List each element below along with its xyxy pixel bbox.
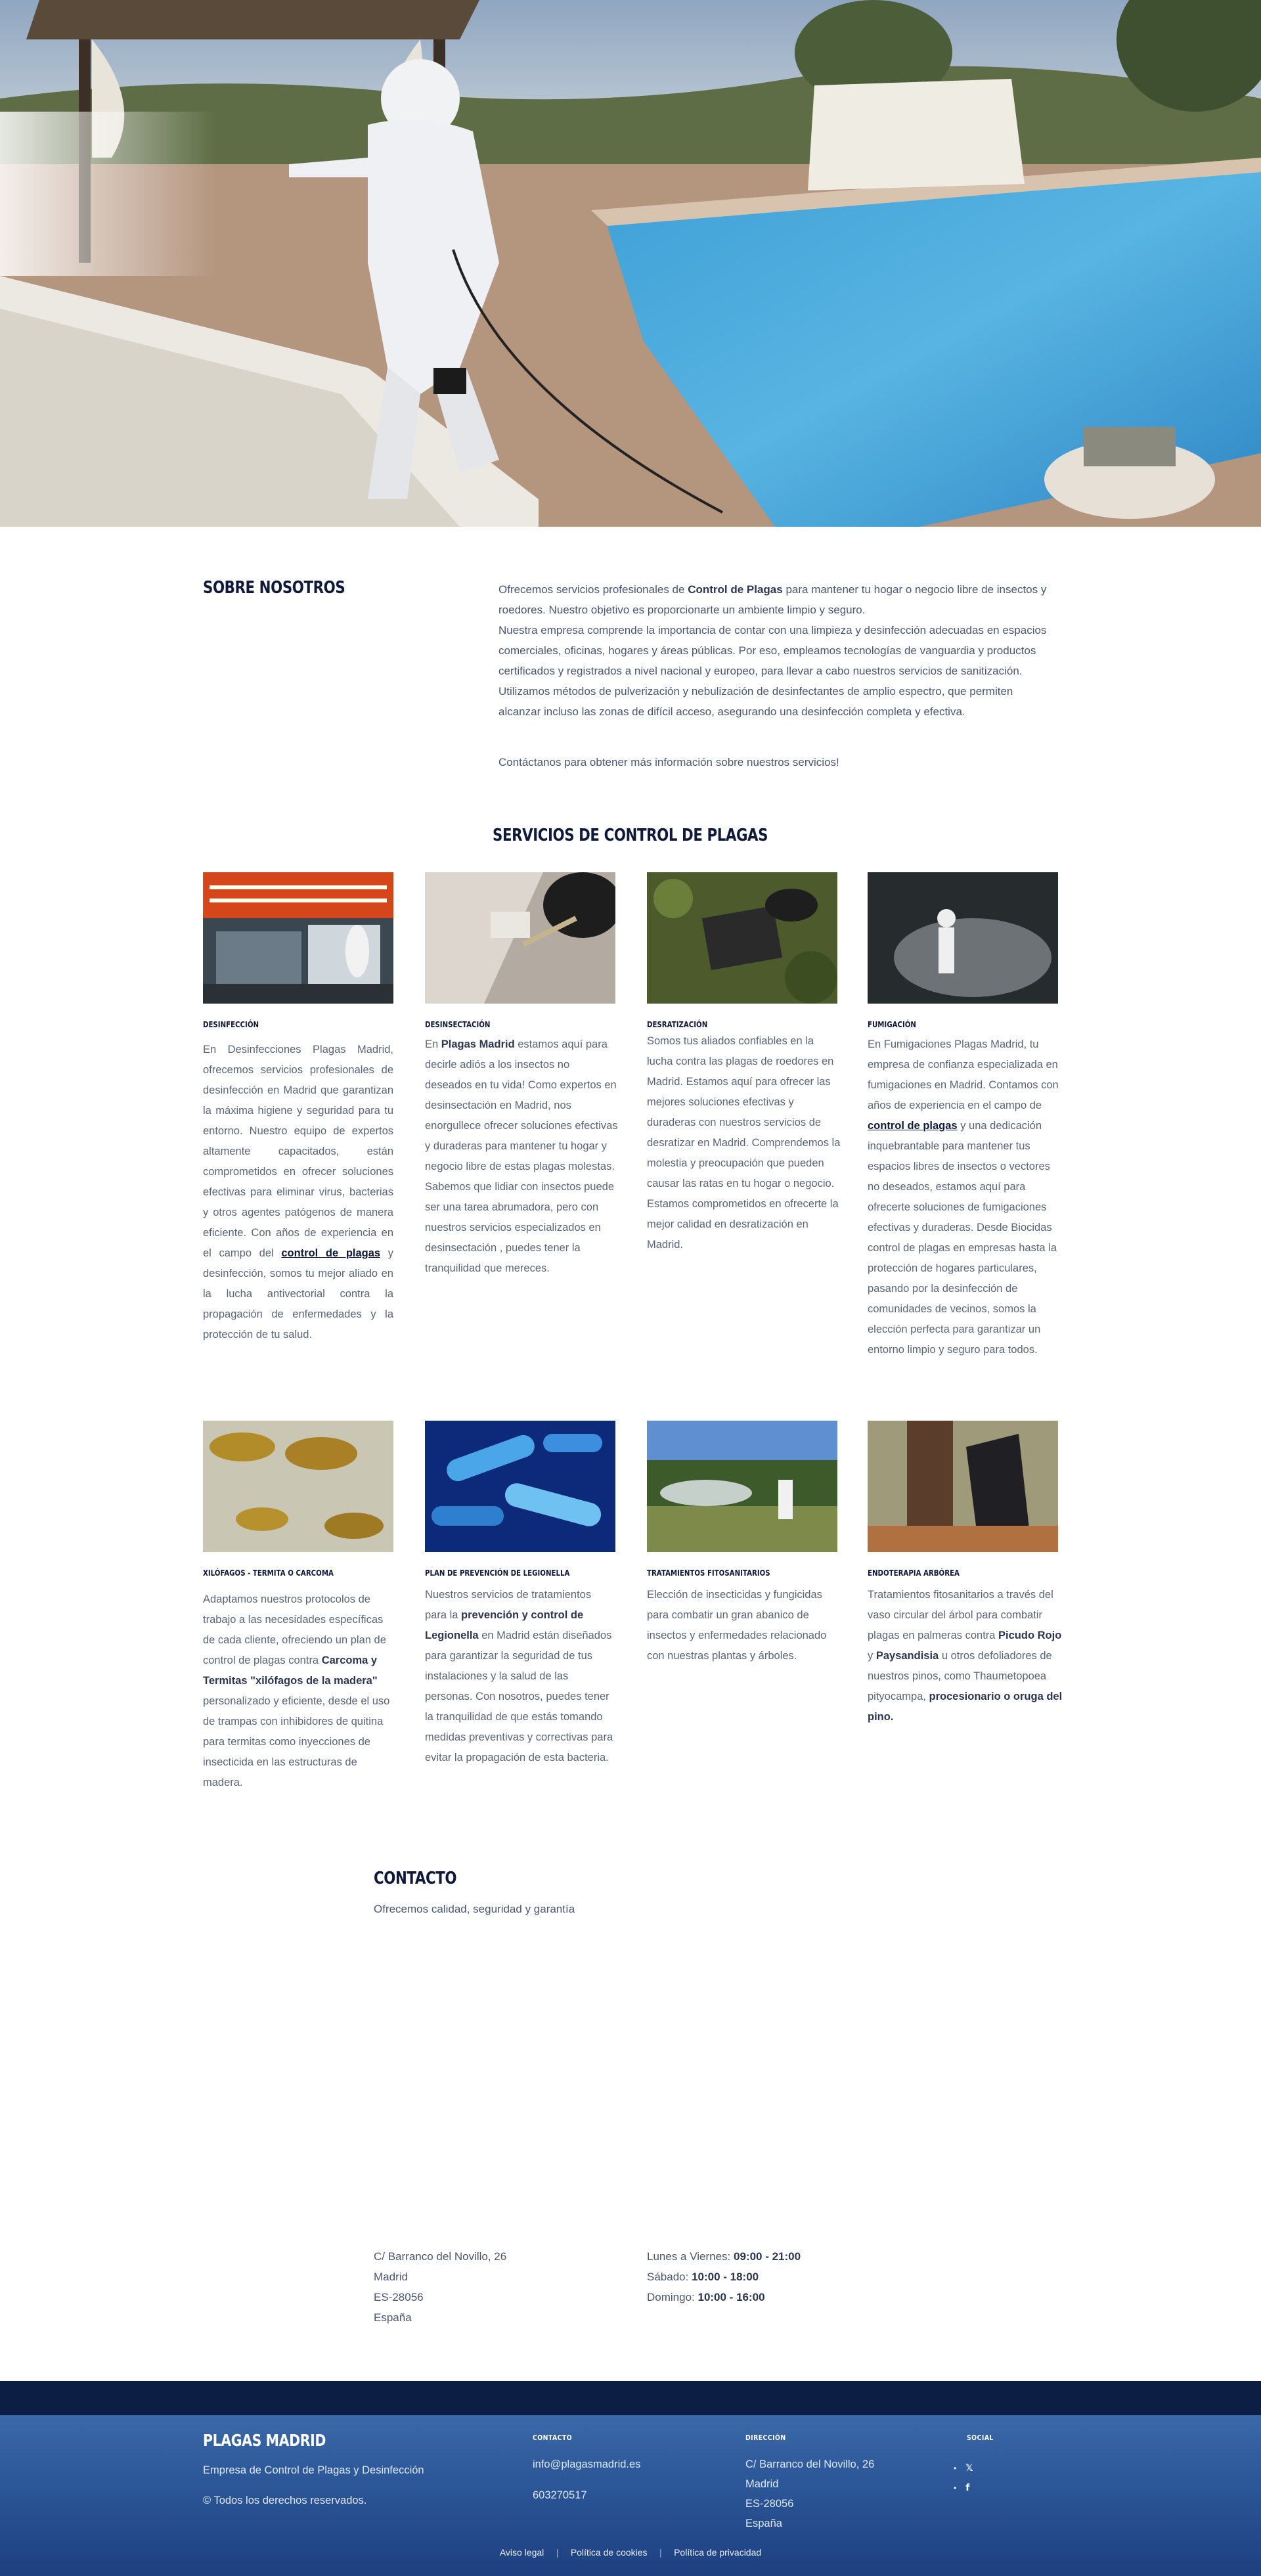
- separator: |: [659, 2547, 662, 2558]
- footer-address-heading: DIRECCIÓN: [745, 2433, 786, 2442]
- legal-links: [0, 2547, 1261, 2559]
- aviso-legal-link[interactable]: Aviso legal: [499, 2547, 544, 2558]
- fitosanitarios-image: [647, 1421, 837, 1552]
- hours-weekdays: Lunes a Viernes: 09:00 - 21:00: [647, 2250, 801, 2263]
- desinfeccion-text: En Desinfecciones Plagas Madrid, ofrecemos servicios profesionales de desinfección en Madrid que garantizan la máxima higiene y seguridad para tu entorno. Nuestro equipo de expertos altamente capacitados, están comprometidos en ofrecer soluciones efectivas para eliminar virus, bacterias y otros agentes patógenos de manera eficiente. Con años de experiencia en el campo del control de plagas y desinfección, somos tu mejor aliado en la lucha antivectorial contra la propagación de enfermedades y la protección de tu salud.: [203, 1044, 393, 1341]
- separator: |: [556, 2547, 559, 2558]
- social-facebook-item: [954, 2478, 973, 2498]
- xilofagos-title: XILÓFAGOS - TERMITA O CARCOMA: [203, 1568, 334, 1578]
- endoterapia-image: [868, 1421, 1058, 1552]
- footer-contact-heading: CONTACTO: [533, 2433, 573, 2442]
- desinfeccion-image: [203, 872, 393, 1004]
- contact-address: [374, 2246, 506, 2328]
- fitosanitarios-text: Elección de insecticidas y fungicidas para combatir un gran abanico de insectos y enfermedades relacionado con nuestras plantas y árboles.: [647, 1589, 827, 1662]
- footer-email-link[interactable]: info@plagasmadrid.es: [533, 2458, 641, 2470]
- x-twitter-icon[interactable]: 𝕏: [965, 2463, 973, 2474]
- address-line: Madrid: [374, 2271, 408, 2283]
- hours-saturday: Sábado: 10:00 - 18:00: [647, 2271, 759, 2283]
- control-de-plagas-link[interactable]: control de plagas: [868, 1120, 958, 1132]
- footer-address-line: C/ Barranco del Novillo, 26: [745, 2458, 875, 2470]
- address-line: C/ Barranco del Novillo, 26: [374, 2250, 507, 2263]
- legionella-title: PLAN DE PREVENCIÓN DE LEGIONELLA: [425, 1568, 570, 1578]
- footer: [0, 2415, 1261, 2576]
- social-x-item: [954, 2458, 973, 2478]
- desinsectacion-title: DESINSECTACIÓN: [425, 1020, 491, 1029]
- hero-photo: [0, 0, 1261, 527]
- desinsectacion-image: [425, 872, 615, 1004]
- hours-sunday: Domingo: 10:00 - 16:00: [647, 2291, 765, 2303]
- about-text: [498, 579, 1058, 772]
- endoterapia-text: Tratamientos fitosanitarios a través del vaso circular del árbol para combatir plagas en palmeras contra Picudo Rojo y Paysandisia u otros defoliadores de nuestros pinos, como Thaumetopoea pityocampa, procesionario o oruga del pino.: [868, 1589, 1063, 1723]
- endoterapia-title: ENDOTERAPIA ARBÓREA: [868, 1568, 960, 1578]
- contact-subtitle: Ofrecemos calidad, seguridad y garantía: [374, 1903, 575, 1915]
- facebook-icon[interactable]: f: [965, 2483, 970, 2493]
- hero-image: [0, 0, 1261, 527]
- services-title-wrap: [0, 826, 1261, 845]
- address-line: ES-28056: [374, 2291, 424, 2303]
- about-paragraph-3: Contáctanos para obtener más información sobre nuestros servicios!: [498, 756, 839, 768]
- footer-brand: PLAGAS MADRID: [203, 2431, 326, 2450]
- control-de-plagas-link[interactable]: control de plagas: [281, 1247, 381, 1259]
- desinsectacion-text: En Plagas Madrid estamos aquí para decirle adiós a los insectos no deseados en tu vida! Como expertos en desinsectación en Madrid, nos enorgullece ofrecer soluciones efectivas y duraderas para mantener tu hogar y negocio libre de estas plagas molestas. Sabemos que lidiar con insectos puede ser una tarea abrumadora, pero con nuestros servicios especializados en desinsectación , puedes tener la tranquilidad que mereces.: [425, 1038, 618, 1274]
- fitosanitarios-title: TRATAMIENTOS FITOSANITARIOS: [647, 1568, 770, 1578]
- legionella-text: Nuestros servicios de tratamientos para la prevención y control de Legionella en Madrid están diseñados para garantizar la seguridad de tus instalaciones y la salud de las personas. Con nosotros, puedes tener la tranquilidad de que estás tomando medidas preventivas y correctivas para evitar la propagación de esta bacteria.: [425, 1589, 613, 1764]
- desratizacion-image: [647, 872, 837, 1004]
- bullet-icon: •: [954, 2464, 957, 2473]
- about-paragraph-2: Nuestra empresa comprende la importancia de contar con una limpieza y desinfección adecuadas en espacios comerciales, oficinas, hogares y áreas públicas. Por eso, empleamos tecnologías de vanguardia y productos certificados y registrados a nivel nacional y europeo, para llevar a cabo nuestros servicios de sanitización. Utilizamos métodos de pulverización y nebulización de desinfectantes de amplio espectro, que permiten alcanzar incluso las zonas de difícil acceso, asegurando una desinfección completa y efectiva.: [498, 624, 1047, 718]
- about-title: SOBRE NOSOTROS: [203, 578, 345, 598]
- footer-social-heading: SOCIAL: [967, 2433, 994, 2442]
- footer-tagline: Empresa de Control de Plagas y Desinfección: [203, 2464, 424, 2476]
- footer-address-line: España: [745, 2518, 782, 2529]
- services-title: SERVICIOS DE CONTROL DE PLAGAS: [493, 826, 768, 845]
- xilofagos-text: Adaptamos nuestros protocolos de trabajo a las necesidades específicas de cada cliente, ofreciendo un plan de control de plagas contra Carcoma y Termitas "xilófagos de la madera" personalizado y eficiente, desde el uso de trampas con inhibidores de quitina para termitas como inyecciones de insecticida en las estructuras de madera.: [203, 1593, 390, 1788]
- bullet-icon: •: [954, 2483, 957, 2493]
- fumigacion-image: [868, 872, 1058, 1004]
- fumigacion-title: FUMIGACIÓN: [868, 1020, 916, 1029]
- footer-copyright: © Todos los derechos reservados.: [203, 2495, 367, 2506]
- address-line: España: [374, 2311, 412, 2324]
- footer-address-line: ES-28056: [745, 2498, 794, 2510]
- desinfeccion-title: DESINFECCIÓN: [203, 1020, 259, 1029]
- footer-address: [745, 2454, 874, 2533]
- social-list: [954, 2458, 973, 2498]
- privacy-policy-link[interactable]: Política de privacidad: [674, 2547, 762, 2558]
- desratizacion-text: Somos tus aliados confiables en la lucha contra las plagas de roedores en Madrid. Estamos aquí para ofrecer las mejores soluciones efectivas y duraderas con nuestros servicios de desratizar en Madrid. Comprendemos la molestia y preocupación que pueden causar las ratas en tu hogar o negocio. Estamos comprometidos en ofrecerte la mejor calidad en desratización en Madrid.: [647, 1035, 841, 1251]
- legionella-image: [425, 1421, 615, 1552]
- desratizacion-title: DESRATIZACIÓN: [647, 1020, 708, 1029]
- fumigacion-text: En Fumigaciones Plagas Madrid, tu empresa de confianza especializada en fumigaciones en Madrid. Contamos con años de experiencia en el campo de control de plagas y una dedicación inquebrantable para mantener tus espacios libres de insectos o vectores no deseados, estamos aquí para ofrecerte soluciones de fumigaciones efectivas y duraderas. Desde Biocidas control de plagas en empresas hasta la protección de hogares particulares, pasando por la desinfección de comunidades de vecinos, somos la elección perfecta para garantizar un entorno limpio y seguro para todos.: [868, 1038, 1059, 1356]
- opening-hours: [647, 2246, 801, 2307]
- about-paragraph-1: Ofrecemos servicios profesionales de Control de Plagas para mantener tu hogar o negocio libre de insectos y roedores. Nuestro objetivo es proporcionarte un ambiente limpio y seguro.: [498, 583, 1047, 616]
- cookies-policy-link[interactable]: Política de cookies: [570, 2547, 648, 2558]
- footer-phone-link[interactable]: 603270517: [533, 2489, 587, 2501]
- xilofagos-image: [203, 1421, 393, 1552]
- footer-address-line: Madrid: [745, 2478, 779, 2490]
- footer-top-band: [0, 2381, 1261, 2415]
- contact-title: CONTACTO: [374, 1869, 457, 1888]
